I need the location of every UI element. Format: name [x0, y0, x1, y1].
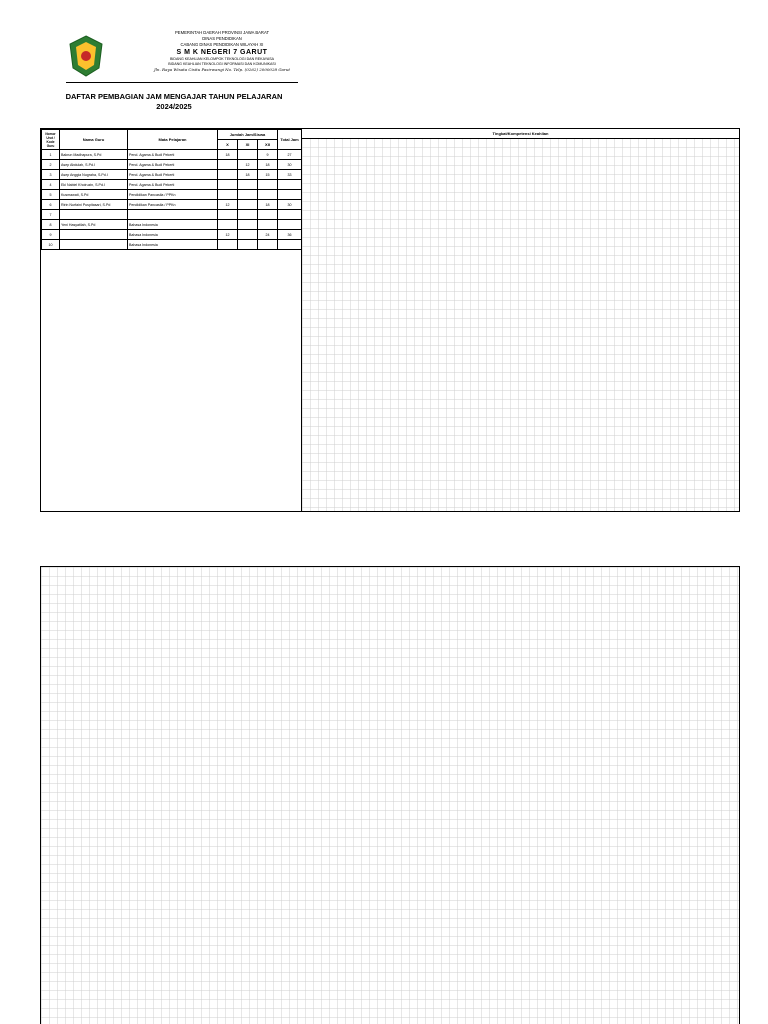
cell-x: 12: [218, 230, 238, 240]
cell-name: [60, 230, 128, 240]
cell-xii: 9: [258, 150, 278, 160]
cell-total: [278, 220, 302, 230]
tingkat-header: Tingkat/Kompetensi Keahlian: [302, 129, 739, 139]
cell-subject: Pend. Agama & Budi Pekerti: [128, 150, 218, 160]
cell-no: 5: [42, 190, 60, 200]
cell-xii: 24: [258, 230, 278, 240]
cell-name: Eki Nabiel Khoiruzin, S.Pd.I: [60, 180, 128, 190]
cell-name: [60, 240, 128, 250]
cell-total: [278, 210, 302, 220]
cell-no: 3: [42, 170, 60, 180]
kop-line-3: CABANG DINAS PENDIDIKAN WILAYAH XI: [180, 42, 264, 47]
cell-xii: [258, 190, 278, 200]
cell-total: 27: [278, 150, 302, 160]
cell-subject: Pendidikan Pancasila / PPKn: [128, 190, 218, 200]
cell-total: [278, 190, 302, 200]
cell-no: 6: [42, 200, 60, 210]
table-row: [42, 210, 302, 220]
header-subject: Mata Pelajaran: [128, 130, 218, 150]
cell-name: Ririn Nurfaini Puspitasari, S.Pd: [60, 200, 128, 210]
cell-no: 1: [42, 150, 60, 160]
cell-total: 33: [278, 170, 302, 180]
cell-no: 8: [42, 220, 60, 230]
school-name: S M K NEGERI 7 GARUT: [176, 49, 268, 56]
cell-xii: [258, 210, 278, 220]
kop-line-1: PEMERINTAH DAERAH PROVINSI JAWA BARAT: [175, 30, 269, 35]
table-row: [42, 200, 302, 210]
table-row: [42, 160, 302, 170]
table-row: [42, 170, 302, 180]
title-line-2: 2024/2025: [156, 102, 192, 111]
cell-subject: Pend. Agama & Budi Pekerti: [128, 170, 218, 180]
cell-xii: 18: [258, 200, 278, 210]
header-name: Nama Guru: [60, 130, 128, 150]
cell-x: [218, 160, 238, 170]
table-row: [42, 240, 302, 250]
document-title: [40, 92, 308, 112]
teaching-load-table: [40, 128, 740, 512]
kop-line-6: BIDANG KEAHLIAN TEKNOLOGI INFORMASI DAN KOMUNIKASI: [168, 62, 276, 66]
cell-subject: Pend. Agama & Budi Pekerti: [128, 180, 218, 190]
letterhead: [66, 30, 366, 82]
cell-subject: Bahasa Indonesia: [128, 220, 218, 230]
cell-xii: 15: [258, 170, 278, 180]
school-address: Jln. Raya Wisata Cisitu Pasirwangi No. Telp. (0262) 2000028 Garut: [153, 67, 290, 72]
header-xii: XII: [258, 140, 278, 150]
cell-name: Asep Abdulah, S.Pd.I: [60, 160, 128, 170]
cell-xii: 18: [258, 160, 278, 170]
cell-subject: Bahasa Indonesia: [128, 230, 218, 240]
cell-total: 30: [278, 200, 302, 210]
cell-xii: [258, 220, 278, 230]
cell-x: [218, 190, 238, 200]
letterhead-divider: [66, 82, 298, 83]
cell-x: 12: [218, 200, 238, 210]
cell-total: 36: [278, 230, 302, 240]
cell-xi: [238, 210, 258, 220]
cell-no: 10: [42, 240, 60, 250]
cell-name: Kusmawati, S.Pd: [60, 190, 128, 200]
cell-xi: 12: [238, 160, 258, 170]
cell-subject: Pend. Agama & Budi Pekerti: [128, 160, 218, 170]
cell-x: [218, 180, 238, 190]
cell-name: Bakrun Madhapura, S.Pd: [60, 150, 128, 160]
cell-no: 2: [42, 160, 60, 170]
cell-no: 9: [42, 230, 60, 240]
cell-subject: Pendidikan Pancasila / PPKn: [128, 200, 218, 210]
cell-xi: [238, 190, 258, 200]
cell-no: 4: [42, 180, 60, 190]
cell-name: Asep Anggia Nugraha, S.Pd.I: [60, 170, 128, 180]
cell-total: [278, 180, 302, 190]
cell-x: [218, 170, 238, 180]
header-xi: XI: [238, 140, 258, 150]
cell-subject: Bahasa Indonesia: [128, 240, 218, 250]
header-jumlah: Jumlah Jam/Siswa: [218, 130, 278, 140]
cell-xii: [258, 240, 278, 250]
table-row: [42, 230, 302, 240]
header-x: X: [218, 140, 238, 150]
cell-subject: [128, 210, 218, 220]
letterhead-text: [112, 30, 332, 73]
cell-x: [218, 210, 238, 220]
west-java-emblem-icon: [66, 34, 106, 78]
cell-xii: [258, 180, 278, 190]
cell-xi: [238, 200, 258, 210]
cell-no: 7: [42, 210, 60, 220]
cell-total: 30: [278, 160, 302, 170]
header-no: Nomor Urut / Kode Guru: [42, 130, 60, 150]
cell-name: [60, 210, 128, 220]
table-row: [42, 150, 302, 160]
kop-line-5: BIDANG KEAHLIAN KELOMPOK TEKNOLOGI DAN REKAYASA: [169, 57, 275, 61]
second-table-grid: [40, 566, 740, 1024]
cell-x: [218, 220, 238, 230]
teacher-rows: [42, 150, 302, 250]
cell-x: 18: [218, 150, 238, 160]
cell-xi: [238, 220, 258, 230]
cell-total: [278, 240, 302, 250]
header-total: Total Jam: [278, 130, 302, 150]
cell-xi: [238, 150, 258, 160]
cell-xi: [238, 240, 258, 250]
title-line-1: DAFTAR PEMBAGIAN JAM MENGAJAR TAHUN PELAJARAN: [65, 92, 283, 101]
teacher-columns: [41, 129, 302, 250]
cell-x: [218, 240, 238, 250]
kop-line-2: DINAS PENDIDIKAN: [202, 36, 242, 41]
cell-xi: [238, 180, 258, 190]
table-row: [42, 220, 302, 230]
cell-name: Yeni Hasyatilah, S.Pd: [60, 220, 128, 230]
cell-xi: [238, 230, 258, 240]
cell-xi: 18: [238, 170, 258, 180]
table-row: [42, 190, 302, 200]
table-row: [42, 180, 302, 190]
class-schedule-grid: [301, 129, 739, 511]
